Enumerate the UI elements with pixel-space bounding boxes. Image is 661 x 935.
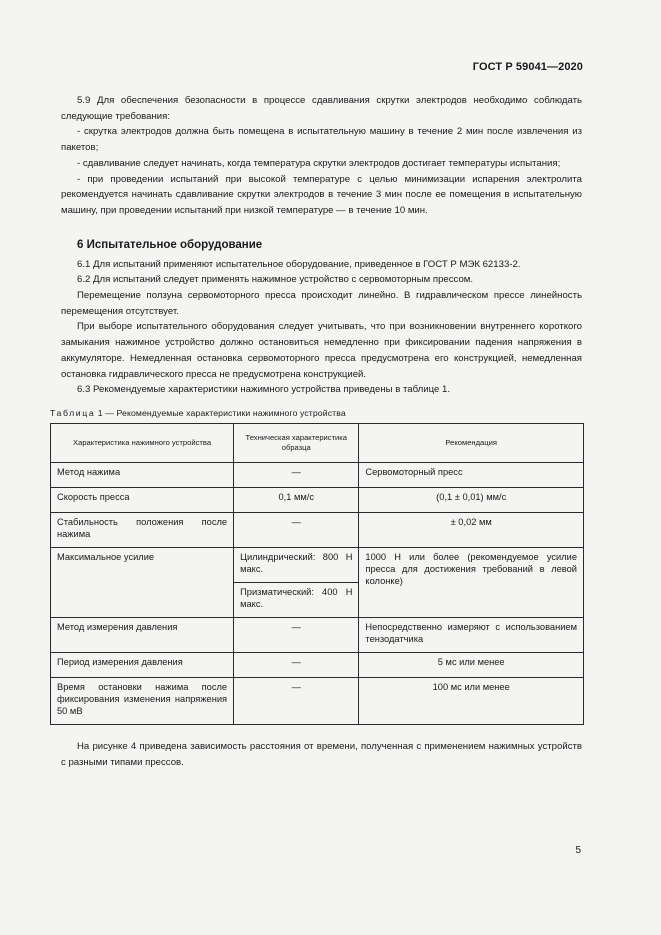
- table-row: [51, 462, 584, 487]
- table-cell: —: [234, 677, 359, 724]
- paragraph: Перемещение ползуна сервомоторного пресса происходит линейно. В гидравлическом прессе линейность перемещения отсутствует.: [61, 290, 582, 317]
- table-cell: Стабильность положения после нажима: [51, 512, 234, 547]
- table-cell: Период измерения давления: [51, 652, 234, 677]
- requirement-item: - скрутка электродов должна быть помещена в испытательную машину в течение 2 мин после извлечения из пакетов;: [61, 126, 582, 154]
- table-cell: —: [234, 462, 359, 487]
- table-header-cell: Характеристика нажимного устройства: [51, 423, 234, 462]
- table-cell: Метод измерения давления: [51, 617, 234, 652]
- table-cell: Непосредственно измеряют с использованием тензодатчика: [359, 617, 584, 652]
- requirement-item: - при проведении испытаний при высокой температуре с целью минимизации испарения электролита рекомендуется начинать сдавливание скрутки электродов в течение 3 мин после ее помещения в испытательную машину, при проведении испытаний при низкой температуре — в течение 10 мин.: [61, 173, 582, 216]
- table-header-cell: Рекомендация: [359, 423, 584, 462]
- table-row: [51, 487, 584, 512]
- table-cell: —: [234, 512, 359, 547]
- table-cell: Скорость пресса: [51, 487, 234, 512]
- table-cell: 5 мс или менее: [359, 652, 584, 677]
- table-header-row: [51, 423, 584, 462]
- page-number: 5: [575, 845, 581, 856]
- table-cell: —: [234, 652, 359, 677]
- table-cell: Максимальное усилие: [51, 547, 234, 617]
- table-caption-text: 1 — Рекомендуемые характеристики нажимного устройства: [97, 407, 346, 418]
- table-row: [51, 677, 584, 724]
- paragraph-after-table: На рисунке 4 приведена зависимость расстояния от времени, полученная с применением нажимных устройств с разными типами прессов.: [61, 740, 582, 768]
- table-cell: Цилиндрический: 800 Н макс.: [234, 547, 359, 582]
- page-content: [50, 93, 582, 770]
- paragraph-6-2: 6.2 Для испытаний следует применять нажимное устройство с сервомоторным прессом.: [77, 274, 474, 286]
- specs-table: [50, 423, 584, 725]
- table-cell: Метод нажима: [51, 462, 234, 487]
- table-cell: 100 мс или менее: [359, 677, 584, 724]
- table-caption-label: Таблица: [50, 407, 96, 418]
- table-cell: ± 0,02 мм: [359, 512, 584, 547]
- paragraph-6-3: 6.3 Рекомендуемые характеристики нажимного устройства приведены в таблице 1.: [77, 384, 450, 396]
- table-cell: Призматический: 400 Н макс.: [234, 582, 359, 617]
- table-cell: 1000 Н или более (рекомендуемое усилие пресса для достижения требований в левой колонке): [359, 547, 584, 617]
- table-row: [51, 512, 584, 547]
- table-row: [51, 547, 584, 582]
- paragraph-6-1: 6.1 Для испытаний применяют испытательное оборудование, приведенное в ГОСТ Р МЭК 62133-2.: [77, 258, 521, 270]
- table-caption: [50, 408, 582, 418]
- table-cell: 0,1 мм/с: [234, 487, 359, 512]
- section-title: 6 Испытательное оборудование: [77, 238, 263, 251]
- requirement-item: - сдавливание следует начинать, когда температура скрутки электродов достигает температуры испытания;: [77, 157, 561, 169]
- table-cell: —: [234, 617, 359, 652]
- table-cell: Время остановки нажима после фиксирования изменения напряжения 50 мВ: [51, 677, 234, 724]
- paragraph: При выборе испытательного оборудования следует учитывать, что при возникновении внутреннего короткого замыкания нажимное устройство должно остановиться немедленно при фиксировании падения напряжения в аккумуляторе. Немедленная остановка сервомоторного пресса предусмотрена его конструкцией, немедленная остановка гидравлического пресса не предусмотрена конструкцией.: [61, 321, 582, 380]
- table-cell: (0,1 ± 0,01) мм/с: [359, 487, 584, 512]
- table-cell: Сервомоторный пресс: [359, 462, 584, 487]
- paragraph-5-9: 5.9 Для обеспечения безопасности в процессе сдавливания скрутки электродов необходимо соблюдать следующие требования:: [61, 95, 582, 122]
- table-row: [51, 617, 584, 652]
- table-row: [51, 652, 584, 677]
- table-header-cell: Техническая характеристика образца: [234, 423, 359, 462]
- standard-id: ГОСТ Р 59041—2020: [472, 61, 583, 73]
